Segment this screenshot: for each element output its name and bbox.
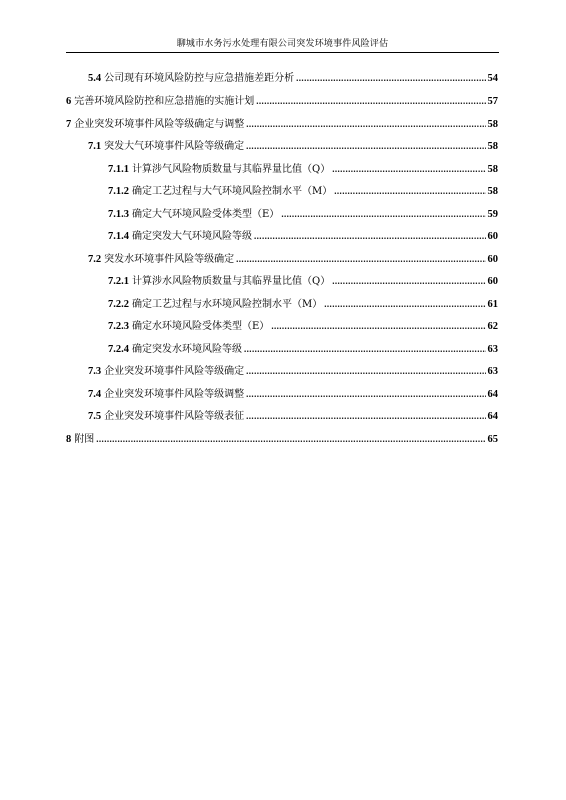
toc-entry-7-1-3[interactable] [108,206,498,222]
toc-entry-7-2-1[interactable] [108,273,498,289]
toc-leader-dots [271,318,485,334]
toc-entry-7-4[interactable] [88,386,498,402]
toc-entry-number: 7.1.4 [108,231,129,242]
toc-entry-page: 58 [487,119,498,130]
toc-entry-title: 计算涉气风险物质数量与其临界量比值（Q） [132,164,331,175]
toc-entry-8[interactable] [66,431,498,447]
header-title: 聊城市水务污水处理有限公司突发环境事件风险评估 [176,39,389,49]
toc-entry-7-1-2[interactable] [108,183,498,199]
toc-entry-title: 附图 [74,434,95,445]
toc-entry-7[interactable] [66,116,498,132]
toc-entry-title: 公司现有环境风险防控与应急措施差距分析 [104,73,295,84]
toc-entry-page: 58 [487,186,498,197]
toc-entry-7-2-3[interactable] [108,318,498,334]
toc-entry-number: 7.2.1 [108,276,129,287]
toc-entry-page: 59 [487,209,498,220]
toc-entry-number: 7.1 [88,141,102,152]
toc-leader-dots [236,251,485,267]
toc-leader-dots [96,431,485,447]
toc-entry-number: 7.1.2 [108,186,129,197]
toc-entry-page: 62 [487,321,498,332]
toc-leader-dots [246,408,485,424]
toc-entry-7-1-1[interactable] [108,161,498,177]
toc-leader-dots [254,228,486,244]
toc-leader-dots [256,93,485,109]
toc-entry-number: 7.2.4 [108,344,129,355]
toc-entry-title: 计算涉水风险物质数量与其临界量比值（Q） [132,276,331,287]
toc-entry-page: 64 [487,411,498,422]
toc-entry-number: 7.2 [88,254,102,265]
toc-leader-dots [296,70,485,86]
toc-entry-title: 确定突发大气环境风险等级 [132,231,252,242]
toc-entry-number: 7.1.1 [108,164,129,175]
toc-leader-dots [324,296,485,312]
toc-entry-7-3[interactable] [88,363,498,379]
toc-entry-page: 64 [487,389,498,400]
toc-entry-page: 63 [487,344,498,355]
toc-entry-title: 企业突发环境事件风险等级调整 [104,389,245,400]
toc-entry-7-1-4[interactable] [108,228,498,244]
toc-entry-title: 企业突发环境事件风险等级确定与调整 [74,119,245,130]
page-header [66,38,499,53]
toc-entry-title: 企业突发环境事件风险等级确定 [104,366,245,377]
toc-entry-number: 6 [66,96,72,107]
toc-entry-title: 突发水环境事件风险等级确定 [104,254,235,265]
toc-entry-5-4[interactable] [88,70,498,86]
toc-entry-page: 60 [487,231,498,242]
toc-leader-dots [246,138,485,154]
toc-entry-7-5[interactable] [88,408,498,424]
toc-entry-number: 7.4 [88,389,102,400]
toc-entry-number: 7.2.3 [108,321,129,332]
toc-entry-title: 确定工艺过程与水环境风险控制水平（M） [132,299,323,310]
toc-entry-page: 58 [487,141,498,152]
toc-entry-7-2-4[interactable] [108,341,498,357]
toc-entry-title: 确定大气环境风险受体类型（E） [132,209,280,220]
toc-entry-number: 7.3 [88,366,102,377]
toc-leader-dots [281,206,485,222]
toc-entry-page: 58 [487,164,498,175]
toc-entry-title: 确定工艺过程与大气环境风险控制水平（M） [132,186,333,197]
toc-entry-number: 7.5 [88,411,102,422]
toc-entry-7-2[interactable] [88,251,498,267]
toc-entry-7-1[interactable] [88,138,498,154]
toc-entry-page: 65 [487,434,498,445]
toc-entry-7-2-2[interactable] [108,296,498,312]
toc-leader-dots [246,363,485,379]
toc-leader-dots [334,183,485,199]
toc-entry-page: 61 [487,299,498,310]
toc-entry-title: 完善环境风险防控和应急措施的实施计划 [74,96,255,107]
toc-entry-title: 突发大气环境事件风险等级确定 [104,141,245,152]
toc-entry-number: 7 [66,119,72,130]
toc-entry-page: 54 [487,73,498,84]
toc-leader-dots [244,341,486,357]
toc-leader-dots [332,273,485,289]
toc-entry-number: 7.2.2 [108,299,129,310]
toc-leader-dots [246,386,485,402]
toc-entry-page: 60 [487,254,498,265]
toc-leader-dots [332,161,485,177]
toc-entry-number: 5.4 [88,73,102,84]
toc-entry-title: 企业突发环境事件风险等级表征 [104,411,245,422]
toc-entry-number: 8 [66,434,72,445]
toc-entry-title: 确定突发水环境风险等级 [132,344,242,355]
toc-entry-6[interactable] [66,93,498,109]
toc-entry-page: 57 [487,96,498,107]
toc-entry-page: 63 [487,366,498,377]
toc-entry-page: 60 [487,276,498,287]
toc-entry-number: 7.1.3 [108,209,129,220]
toc-entry-title: 确定水环境风险受体类型（E） [132,321,270,332]
toc-leader-dots [246,116,485,132]
